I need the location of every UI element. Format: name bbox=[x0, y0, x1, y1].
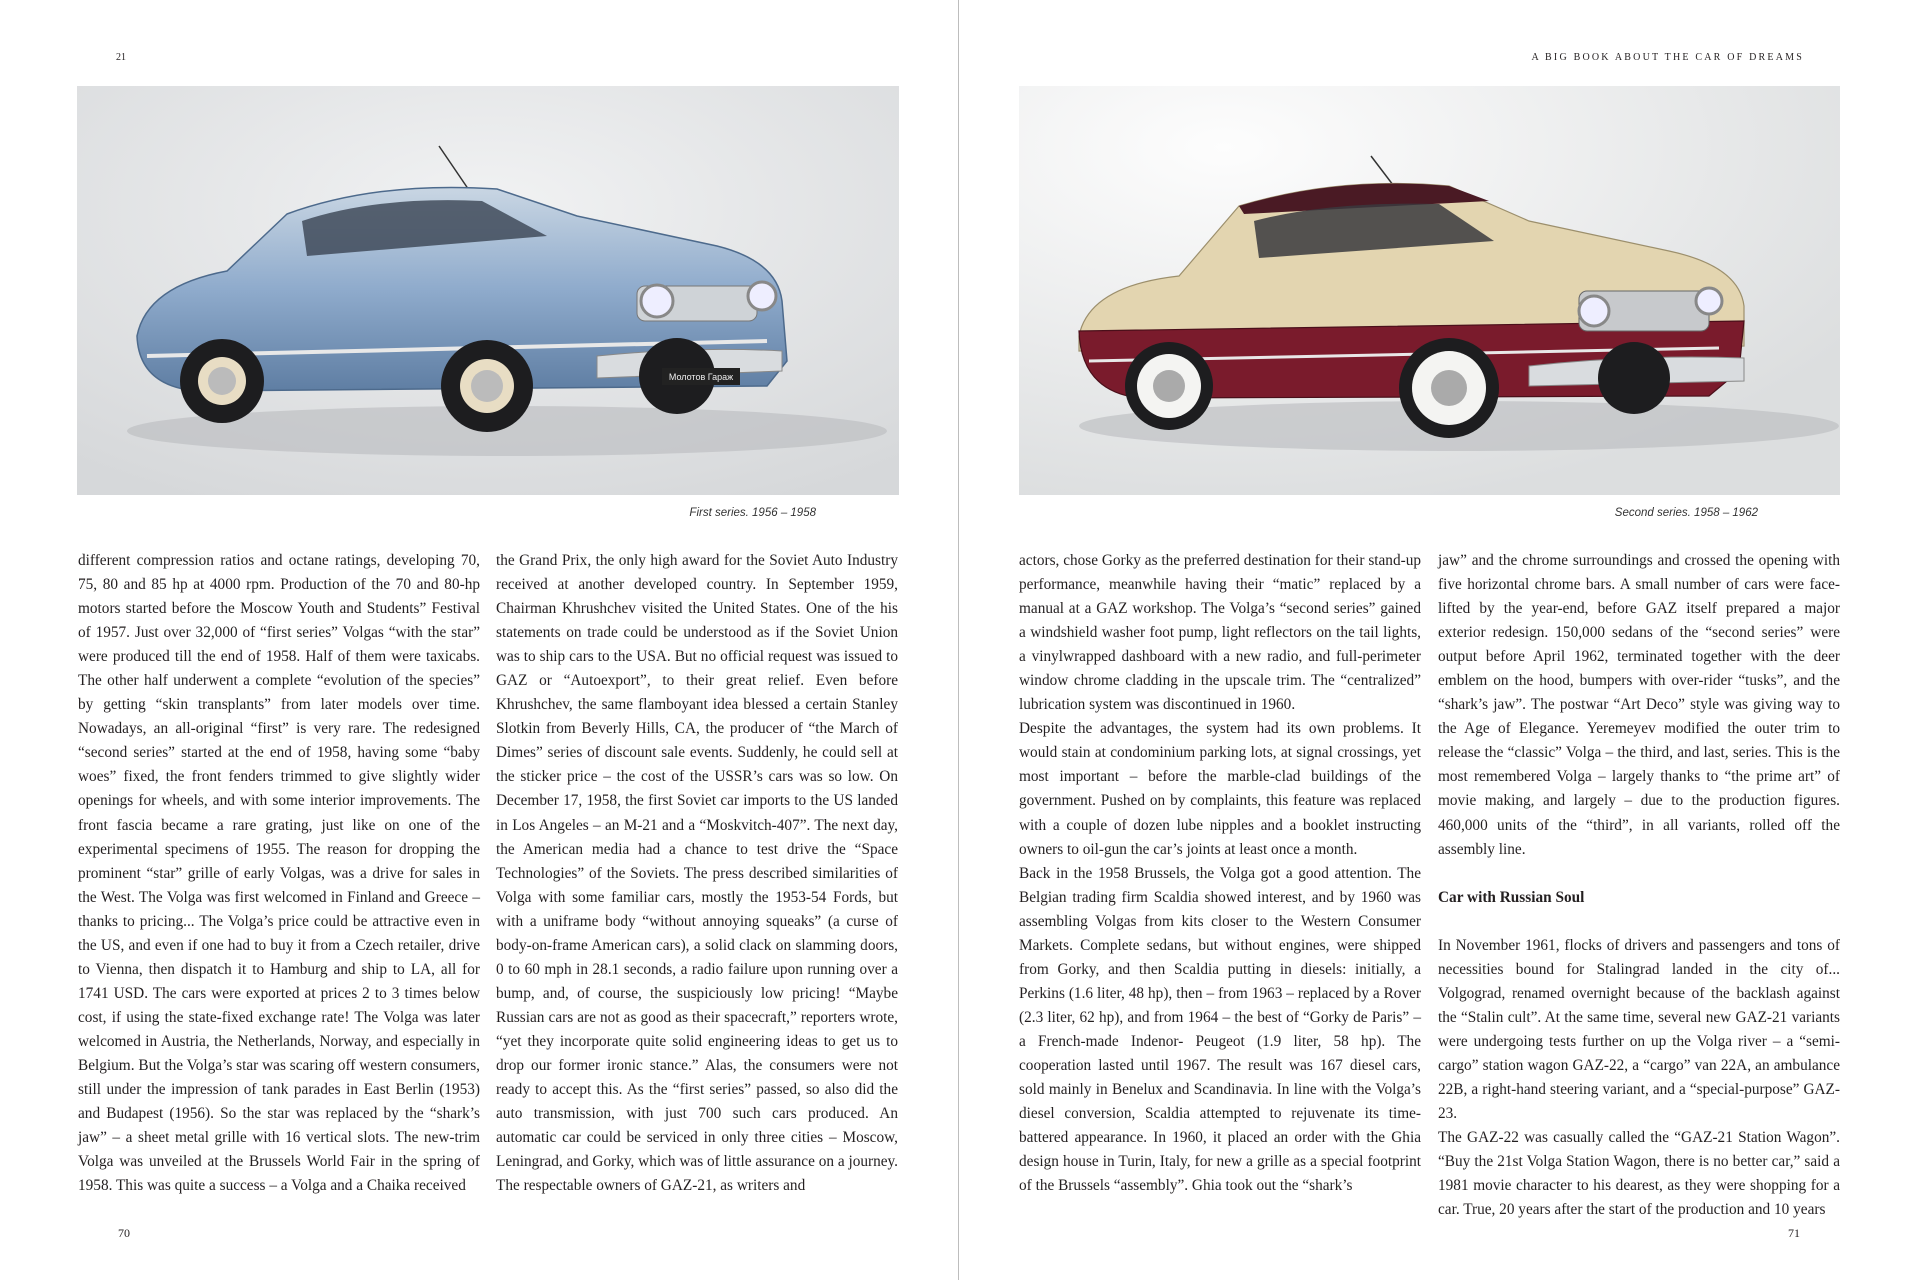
paragraph: Despite the advantages, the system had its own problems. It would stain at condominium parking lots, at signal crossings, yet most important – before the marble-clad buildings of the government. Pushed on by complaints, this feature was replaced with a couple of dozen lube nipples and a booklet instructing owners to oil-gun the car’s joints at least once a month. bbox=[1019, 720, 1421, 858]
photo-caption: First series. 1956 – 1958 bbox=[689, 507, 816, 519]
photo-caption: Second series. 1958 – 1962 bbox=[1614, 507, 1758, 519]
paragraph: different compression ratios and octane ratings, developing 70, 75, 80 and 85 hp at 4000 rpm. Production of the 70 and 80-hp motors started before the Moscow Youth and Students” Festival of 1957. Just over 32,000 of “first series” Volgas “with the star” were produced till the end of 1958. Half of them were taxicabs. The other half underwent a complete “evolution of the species” by getting “skin transplants” from later models over time. Nowadays, an all-original “first” is very rare. The redesigned “second series” started at the end of 1958, having some “baby woes” fixed, the front fenders trimmed to give slightly wider openings for wheels, and with some interior improvements. The front fascia became a rare grating, just like on one of the experimental specimens of 1955. The reason for dropping the prominent “star” grille of early Volgas, was a drive for sales in the West. The Volga was first welcomed in Finland and Greece – thanks to pricing... The Volga’s price could be attractive even in the US, and even if one had to buy it from a Czech retailer, drive to Vienna, then dispatch it to Hamburg and ship to LA, all for 1741 USD. The cars were exported at prices 2 to 3 times below cost, if using the state-fixed exchange rate! The Volga was later welcomed in Austria, the Netherlands, Norway, and especially in Belgium. But the Volga’s star was scaring off western consumers, still under the impression of tank parades in East Berlin (1953) and Budapest (1956). So the star was replaced by the “shark’s jaw” – a sheet metal grille with 16 vertical slots. The new-trim Volga was unveiled at the Brussels World Fair in the spring of 1958. This was quite a success – a Volga and a Chaika received bbox=[78, 552, 480, 1195]
page-number-right: 71 bbox=[1788, 1226, 1800, 1240]
text-column-left-2 bbox=[496, 549, 898, 1198]
page-fold bbox=[958, 0, 959, 1280]
paragraph: Back in the 1958 Brussels, the Volga got a good attention. The Belgian trading firm Scaldia showed interest, and by 1960 was assembling Volgas from kits closer to the Western Consumer Markets. Complete sedans, but without engines, were shipped from Gorky, and then Scaldia putting in diesels: initially, a Perkins (1.6 liter, 48 hp), then – from 1963 – replaced by a Rover (2.3 liter, 62 hp), and from 1964 – the best of “Gorky de Paris” – a French-made Indenor- Peugeot (1.9 liter, 58 hp). The cooperation lasted until 1967. The result was 167 diesel cars, sold mainly in Benelux and Scandinavia. In line with the Volga’s diesel conversion, Scaldia attempted to rejuvenate its time-battered appearance. In 1960, it placed an order with the Ghia design house in Turin, Italy, for new a grille as a special footprint of the Brussels “assembly”. Ghia took out the “shark’s bbox=[1019, 864, 1421, 1195]
paragraph: The GAZ-22 was casually called the “GAZ-21 Station Wagon”. “Buy the 21st Volga Station Wagon, there is no better car,” said a 1981 movie character to his dearest, as they were shopping for a car. True, 20 years after the start of the production and 10 years bbox=[1438, 1128, 1840, 1219]
section-heading: Car with Russian Soul bbox=[1438, 888, 1585, 906]
license-plate-text: Молотов Гараж bbox=[668, 372, 734, 382]
text-column-right-1 bbox=[1019, 549, 1421, 1198]
paragraph: actors, chose Gorky as the preferred destination for their stand-up performance, meanwhile having their “matic” replaced by a manual at a GAZ workshop. The Volga’s “second series” gained a windshield washer foot pump, light reflectors on the tail lights, a vinylwrapped dashboard with a new radio, and full-perimeter window chrome cladding in the upscale trim. The “centralized” lubrication system was discontinued in 1960. bbox=[1019, 552, 1421, 714]
running-head: A BIG BOOK ABOUT THE CAR OF DREAMS bbox=[1531, 52, 1804, 63]
paragraph: jaw” and the chrome surroundings and crossed the opening with five horizontal chrome bars. A small number of cars were face-lifted by the year-end, before GAZ itself prepared a major exterior redesign. 150,000 sedans of the “second series” were output before April 1962, terminated together with the deer emblem on the hood, bumpers with over-rider “tusks”, and the “shark’s jaw”. The postwar “Art Deco” style was giving way to the Age of Elegance. Yeremeyev modified the outer trim to release the “classic” Volga – the third, and last, series. This is the most remembered Volga – largely thanks to “the prime art” of movie making, and largely – due to the production figures. 460,000 units of the “third”, in all variants, rolled off the assembly line. bbox=[1438, 552, 1840, 858]
paragraph: the Grand Prix, the only high award for the Soviet Auto Industry received at another developed country. In September 1959, Chairman Khrushchev visited the United States. One of the his statements on trade could be understood as if the Soviet Union was to ship cars to the USA. But no official request was issued to GAZ or “Autoexport”, to their great relief. Even before Khrushchev, the same flamboyant idea blessed a certain Stanley Slotkin from Beverly Hills, CA, the producer of “the March of Dimes” series of discount sale events. Suddenly, he could sell at the sticker price – the cost of the USSR’s cars was so low. On December 17, 1958, the first Soviet car imports to the US landed in Los Angeles – an M-21 and a “Moskvitch-407”. The next day, the American media had a chance to test drive the “Space Technologies” of the Soviets. The press described similarities of Volga with some familiar cars, mostly the 1953-54 Fords, but with a uniframe body “without annoying squeaks” (a curse of body-on-frame American cars), a solid clack on slamming doors, 0 to 60 mph in 28.1 seconds, a radio failure upon running over a bump, and, of course, the suspiciously low pricing! “Maybe Russian cars are not as good as their spacecraft,” reporters wrote, “yet they incorporate quite solid engineering ideas to get us to drop our former ironic stance.” Alas, the consumers were not ready to accept this. As the “first series” passed, so also did the auto transmission, with just 700 such cars produced. An automatic car could be serviced in only three cities – Moscow, Leningrad, and Gorky, which was of little assurance on a journey. The respectable owners of GAZ-21, as writers and bbox=[496, 552, 898, 1195]
text-column-right-2 bbox=[1438, 549, 1840, 1222]
page-number-left: 70 bbox=[118, 1226, 130, 1240]
paragraph: In November 1961, flocks of drivers and passengers and tons of necessities bound for Stalingrad landed in the city of... Volgograd, renamed overnight because of the backlash against the “Stalin cult”. At the same time, several new GAZ-21 variants were undergoing tests further on up the Volga river – a “semi-cargo” station wagon GAZ-22, a “cargo” van 22A, an ambulance 22B, a right-hand steering variant, and a “special-purpose” GAZ-23. bbox=[1438, 936, 1840, 1122]
top-folio: 21 bbox=[116, 52, 126, 63]
photo-second-series-volga bbox=[1019, 86, 1840, 495]
photo-first-series-volga bbox=[77, 86, 899, 495]
text-column-left-1 bbox=[78, 549, 480, 1198]
